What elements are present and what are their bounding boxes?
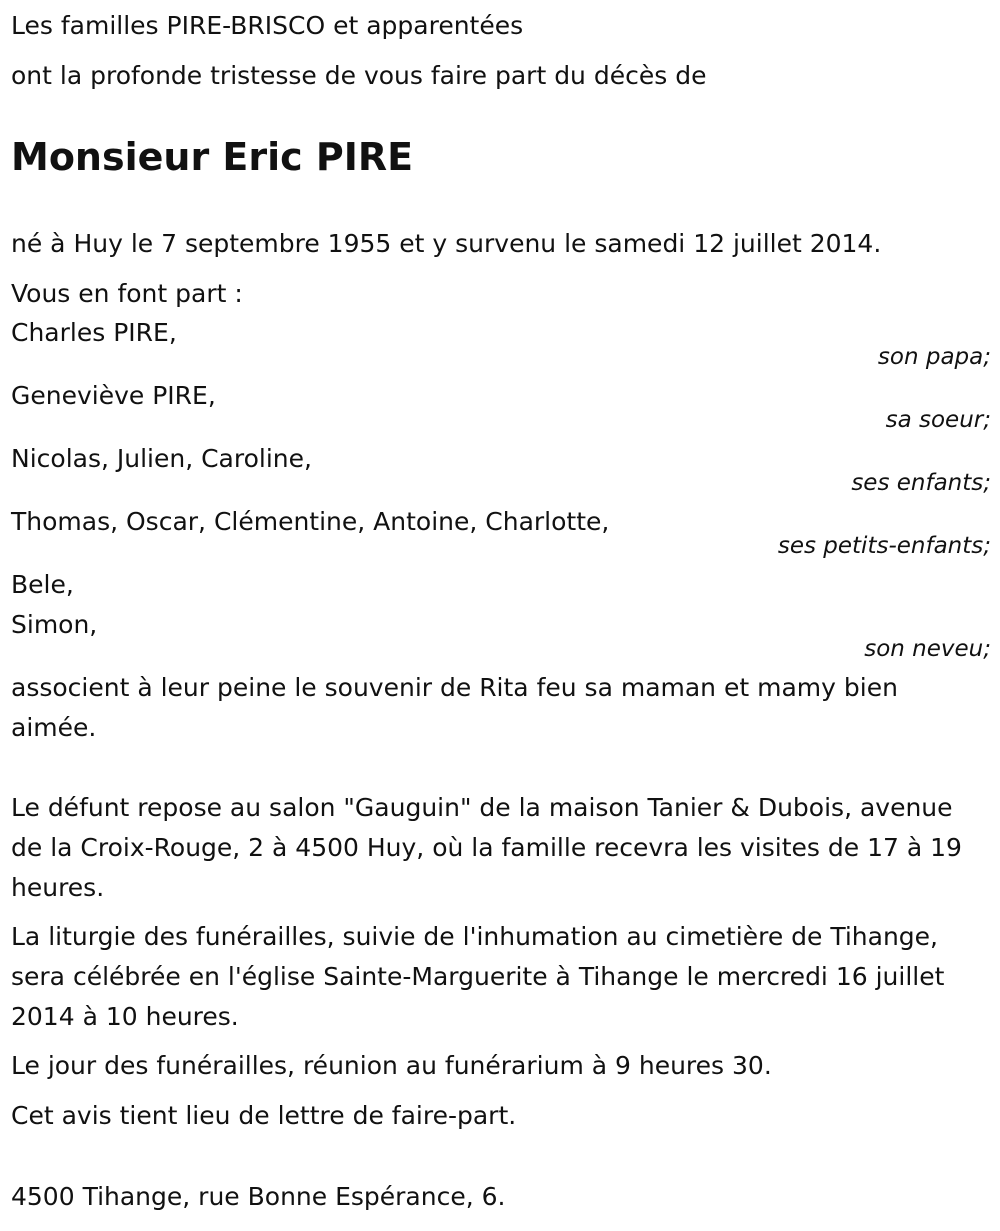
birth-death-line: né à Huy le 7 septembre 1955 et y survenu le samedi 12 juillet 2014. bbox=[11, 229, 882, 258]
family-address: 4500 Tihange, rue Bonne Espérance, 6. bbox=[11, 1182, 506, 1211]
family-member-relation: son papa; bbox=[877, 344, 991, 370]
memory-paragraph: associent à leur peine le souvenir de Rita feu sa maman et mamy bien aimée. bbox=[11, 673, 898, 742]
family-member-relation: ses petits-enfants; bbox=[777, 533, 991, 559]
family-member-names: Nicolas, Julien, Caroline, bbox=[11, 444, 312, 473]
intro-line-1: Les familles PIRE-BRISCO et apparentées bbox=[11, 11, 524, 40]
family-member-relation: sa soeur; bbox=[885, 407, 991, 433]
family-member-relation: ses enfants; bbox=[851, 470, 991, 496]
deceased-name: Monsieur Eric PIRE bbox=[11, 135, 414, 179]
family-member-relation: son neveu; bbox=[864, 636, 991, 662]
meeting-line: Le jour des funérailles, réunion au funérarium à 9 heures 30. bbox=[11, 1051, 772, 1080]
notice-line: Cet avis tient lieu de lettre de faire-part. bbox=[11, 1101, 517, 1130]
liturgy-paragraph: La liturgie des funérailles, suivie de l'inhumation au cimetière de Tihange, sera célébrée en l'église Sainte-Marguerite à Tihange le mercredi 16 juillet 2014 à 10 heures. bbox=[11, 922, 945, 1031]
family-member-names: Geneviève PIRE, bbox=[11, 381, 216, 410]
visitation-paragraph: Le défunt repose au salon "Gauguin" de la maison Tanier & Dubois, avenue de la Croix-Rouge, 2 à 4500 Huy, où la famille recevra les visites de 17 à 19 heures. bbox=[11, 793, 962, 902]
announcers-intro: Vous en font part : bbox=[11, 279, 243, 308]
family-member-names: Simon, bbox=[11, 610, 98, 639]
family-member-names: Charles PIRE, bbox=[11, 318, 177, 347]
family-member-names: Thomas, Oscar, Clémentine, Antoine, Charlotte, bbox=[11, 507, 610, 536]
intro-line-2: ont la profonde tristesse de vous faire part du décès de bbox=[11, 61, 707, 90]
family-member-names: Bele, bbox=[11, 570, 74, 599]
